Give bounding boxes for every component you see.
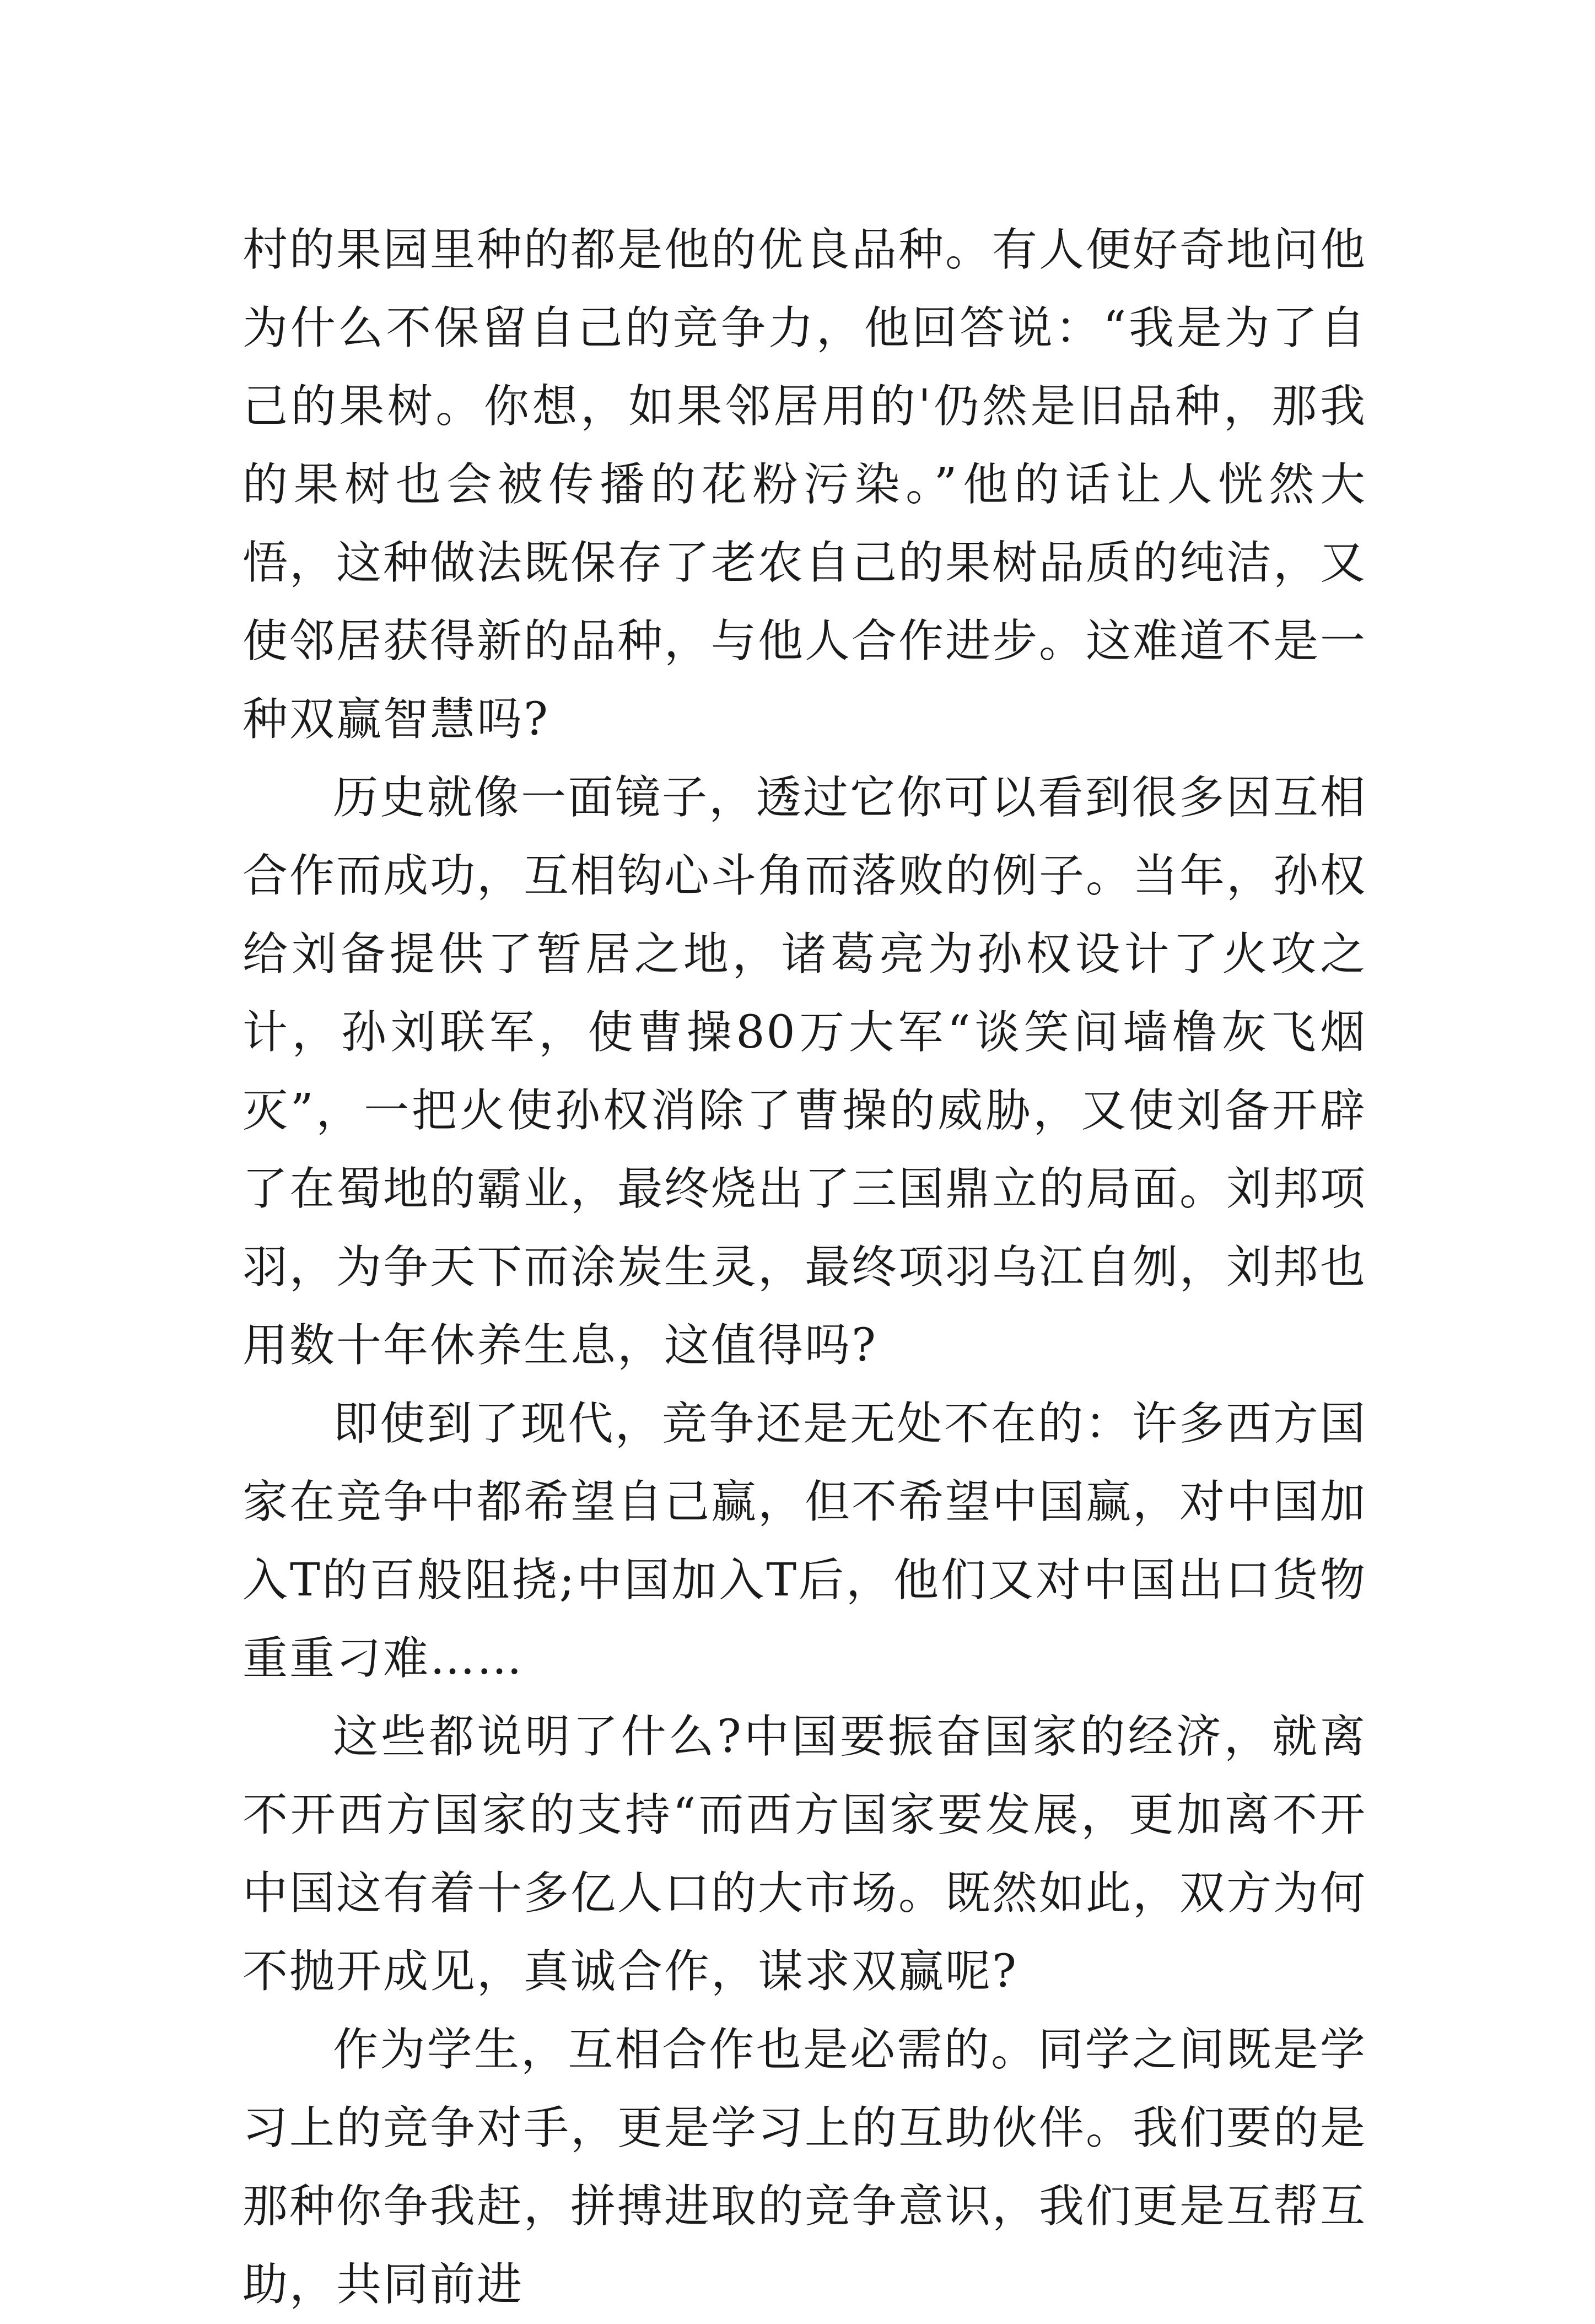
paragraph-1: 村的果园里种的都是他的优良品种。有人便好奇地问他为什么不保留自己的竞争力，他回答说：“我是为了自己的果树。你想，如果邻居用的'仍然是旧品种，那我的果树也会被传播的花粉污染。”他的话让人恍然大悟，这种做法既保存了老农自己的果树品质的纯洁，又使邻居获得新的品种，与他人合作进步。这难道不是一种双赢智慧吗?: [243, 224, 1367, 746]
paragraph-5: 作为学生，互相合作也是必需的。同学之间既是学习上的竞争对手，更是学习上的互助伙伴。我们要的是那种你争我赶，拼搏进取的竞争意识，我们更是互帮互助，共同前进: [243, 2024, 1367, 2311]
paragraph-4: 这些都说明了什么?中国要振奋国家的经济，就离不开西方国家的支持“而西方国家要发展，更加离不开中国这有着十多亿人口的大市场。既然如此，双方为何不抛开成见，真诚合作，谋求双赢呢?: [243, 1711, 1367, 1998]
document-body: [243, 211, 1367, 2324]
paragraph-2: 历史就像一面镜子，透过它你可以看到很多因互相合作而成功，互相钩心斗角而落败的例子。当年，孙权给刘备提供了暂居之地，诸葛亮为孙权设计了火攻之计，孙刘联军，使曹操80万大军“谈笑间墙橹灰飞烟灭”，一把火使孙权消除了曹操的威胁，又使刘备开辟了在蜀地的霸业，最终烧出了三国鼎立的局面。刘邦项羽，为争天下而涂炭生灵，最终项羽乌江自刎，刘邦也用数十年休养生息，这值得吗?: [243, 772, 1367, 1372]
paragraph-3: 即使到了现代，竞争还是无处不在的：许多西方国家在竞争中都希望自己赢，但不希望中国赢，对中国加入T的百般阻挠;中国加入T后，他们又对中国出口货物重重刁难……: [243, 1398, 1367, 1685]
